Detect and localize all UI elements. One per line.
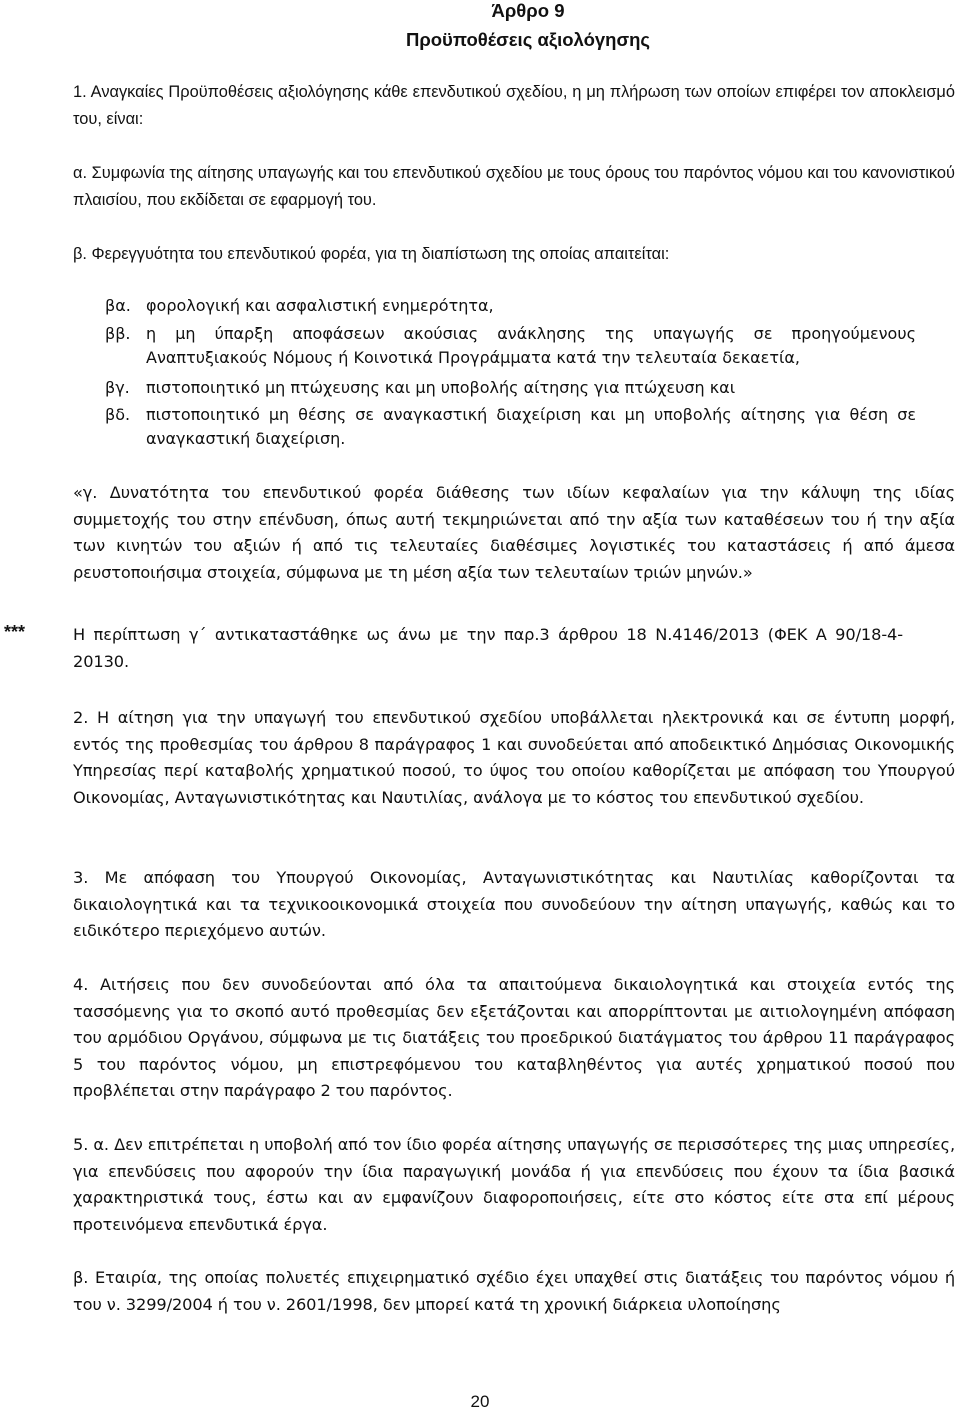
- para5a: 5. α. Δεν επιτρέπεται η υποβολή από τον ίδιο φορέα αίτησης υπαγωγής σε περισσότερες της μιας υπηρεσίες, για επενδύσεις που αφορούν την ίδια παραγωγική μονάδα ή για επενδύσεις που έχουν τα ίδια βασικά χαρακτηριστικά τους, έστω και αν εμφανίζουν διαφοροποιήσεις, είτε στο κόστος είτε στα επί μέρους προτεινόμενα επενδυτικά έργα.: [73, 1135, 955, 1234]
- para4: 4. Αιτήσεις που δεν συνοδεύονται από όλα τα απαιτούμενα δικαιολογητικά και στοιχεία εντός της τασσόμενης για το σκοπό αυτό προθεσμίας δεν εξετάζονται και απορρίπτονται με αιτιολογημένη απόφαση του αρμόδιου Οργάνου, σύμφωνα με τις διατάξεις του προεδρικού διατάγματος του άρθρου 11 παράγραφος 5 του παρόντος νόμου, μη επιστρεφόμενου του καταβληθέντος για αυτές χρηματικού ποσού που προβλέπεται στην παράγραφο 2 του παρόντος.: [73, 975, 955, 1100]
- para2: 2. Η αίτηση για την υπαγωγή του επενδυτικού σχεδίου υποβάλλεται ηλεκτρονικά και σε έντυπη μορφή, εντός της προθεσμίας του άρθρου 8 παράγραφος 1 και συνοδεύεται από αποδεικτικό Δημόσιας Οικονομικής Υπηρεσίας περί καταβολής χρηματικού ποσού, το ύψος του οποίου καθορίζεται με απόφαση του Υπουργού Οικονομίας, Ανταγωνιστικότητας και Ναυτιλίας, ανάλογα με το κόστος του επενδυτικού σχεδίου.: [73, 708, 955, 807]
- sub-item-mark: βδ.: [105, 405, 131, 424]
- para1-alpha: α. Συμφωνία της αίτησης υπαγωγής και του επενδυτικού σχεδίου με τους όρους του παρόντος νόμου και του κανονιστικού πλαισίου, που εκδίδεται σε εφαρμογή του.: [73, 164, 955, 209]
- sub-item-text: πιστοποιητικό μη πτώχευσης και μη υποβολής αίτησης για πτώχευση και: [146, 378, 736, 397]
- page-number: 20: [470, 1392, 490, 1411]
- article-title: Προϋποθέσεις αξιολόγησης: [405, 29, 651, 50]
- para1-beta: β. Φερεγγυότητα του επενδυτικού φορέα, για τη διαπίστωση της οποίας απαιτείται:: [73, 245, 670, 263]
- sub-item-mark: ββ.: [105, 324, 131, 343]
- para1-gamma: «γ. Δυνατότητα του επενδυτικού φορέα διάθεσης των ιδίων κεφαλαίων για την κάλυψη της ιδίας συμμετοχής του στην επένδυση, όπως αυτή τεκμηριώνεται από την αξία των καταθέσεων του ή την αξία των κινητών του αξιών ή από τις τελευταίες διαθέσιμες λογιστικές του καταστάσεις ή από άμεσα ρευστοποιήσιμα στοιχεία, σύμφωνα με τη μέση αξία των τελευταίων τριών μηνών.»: [73, 483, 955, 582]
- footnote-mark: ***: [4, 622, 26, 642]
- para1-intro: 1. Αναγκαίες Προϋποθέσεις αξιολόγησης κάθε επενδυτικού σχεδίου, η μη πλήρωση των οποίων επιφέρει τον αποκλεισμό του, είναι:: [73, 83, 955, 128]
- sub-item-text: φορολογική και ασφαλιστική ενημερότητα,: [146, 296, 494, 315]
- para5b: β. Εταιρία, της οποίας πολυετές επιχειρηματικό σχέδιο έχει υπαχθεί στις διατάξεις του παρόντος νόμου ή του ν. 3299/2004 ή του ν. 2601/1998, δεν μπορεί κατά τη χρονική διάρκεια υλοποίησης: [73, 1268, 955, 1314]
- sub-item-mark: βγ.: [105, 378, 130, 397]
- sub-item-bd: [105, 403, 955, 451]
- sub-item-text: η μη ύπαρξη αποφάσεων ακούσιας ανάκλησης της υπαγωγής σε προηγούμενους Αναπτυξιακούς Νόμους ή Κοινοτικά Προγράμματα κατά την τελευταία δεκαετία,: [146, 324, 916, 367]
- footnote-text: Η περίπτωση γ΄ αντικαταστάθηκε ως άνω με την παρ.3 άρθρου 18 Ν.4146/2013 (ΦΕΚ Α 90/18-4-20130.: [73, 625, 903, 671]
- article-number: Άρθρο 9: [491, 0, 565, 21]
- sub-item-bg: [105, 376, 955, 400]
- sub-item-ba: [105, 294, 955, 318]
- para3: 3. Με απόφαση του Υπουργού Οικονομίας, Ανταγωνιστικότητας και Ναυτιλίας καθορίζονται τα δικαιολογητικά και τα τεχνικοοικονομικά στοιχεία που συνοδεύουν την αίτηση υπαγωγής, καθώς και το ειδικότερο περιεχόμενο αυτών.: [73, 868, 955, 940]
- sub-item-bb: [105, 322, 955, 370]
- sub-item-text: πιστοποιητικό μη θέσης σε αναγκαστική διαχείριση και μη υποβολής αίτησης για θέση σε αναγκαστική διαχείριση.: [146, 405, 916, 448]
- sub-item-mark: βα.: [105, 296, 131, 315]
